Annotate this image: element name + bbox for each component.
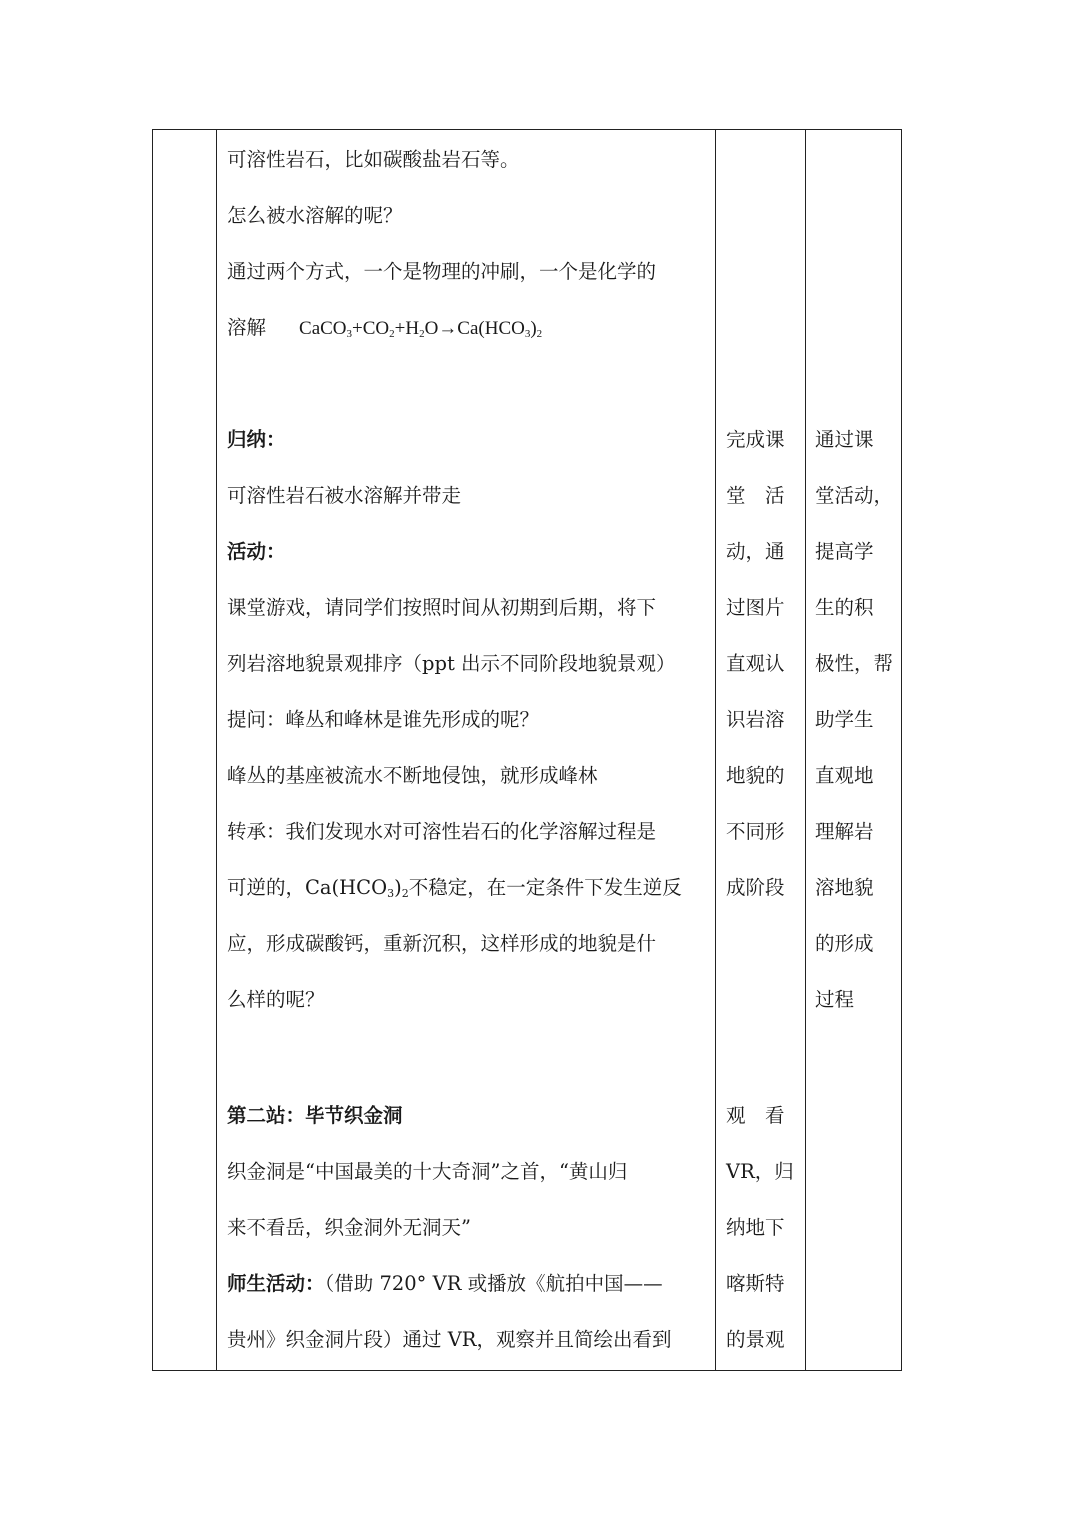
intent-line: 助学生 bbox=[815, 708, 874, 731]
intent-line: 提高学 bbox=[815, 540, 874, 563]
column-divider-1 bbox=[216, 130, 217, 1370]
question-line: 怎么被水溶解的呢？ bbox=[227, 204, 403, 227]
intent-line: 理解岩 bbox=[815, 820, 874, 843]
intent-line: 堂活动， bbox=[815, 484, 894, 507]
transition-line: 么样的呢？ bbox=[227, 988, 325, 1011]
student-line: 纳地下 bbox=[726, 1216, 785, 1239]
student-line: 喀斯特 bbox=[726, 1272, 785, 1295]
student-line: 完成课 bbox=[726, 428, 785, 451]
student-line: 过图片 bbox=[726, 596, 785, 619]
student-line: 成阶段 bbox=[726, 876, 785, 899]
student-line: 堂 活 bbox=[726, 484, 785, 507]
explain-line: 通过两个方式，一个是物理的冲刷，一个是化学的 bbox=[227, 260, 657, 283]
intent-line: 溶地貌 bbox=[815, 876, 874, 899]
student-line: 动，通 bbox=[726, 540, 785, 563]
station2-heading: 第二站：毕节织金洞 bbox=[227, 1104, 403, 1127]
student-line: 不同形 bbox=[726, 820, 785, 843]
intent-line: 的形成 bbox=[815, 932, 874, 955]
teacher-activity-line: 贵州》织金洞片段）通过 VR，观察并且简绘出看到 bbox=[227, 1328, 672, 1351]
transition-line: 应，形成碳酸钙，重新沉积，这样形成的地貌是什 bbox=[227, 932, 657, 955]
activity-line: 列岩溶地貌景观排序（ppt 出示不同阶段地貌景观） bbox=[227, 652, 676, 675]
intent-line: 直观地 bbox=[815, 764, 874, 787]
question2-line: 提问：峰丛和峰林是谁先形成的呢？ bbox=[227, 708, 540, 731]
dissolve-label: 溶解 bbox=[227, 316, 267, 339]
student-line: VR，归 bbox=[726, 1160, 794, 1183]
teacher-activity-line: 师生活动：（借助 720° VR 或播放《航拍中国—— bbox=[227, 1272, 663, 1295]
teacher-heading: 师生活动： bbox=[227, 1272, 325, 1295]
activity-heading: 活动： bbox=[227, 540, 286, 563]
summary-text: 可溶性岩石被水溶解并带走 bbox=[227, 484, 462, 507]
student-line: 的景观 bbox=[726, 1328, 785, 1351]
intent-line: 生的积 bbox=[815, 596, 874, 619]
chemical-formula: $CaCO_3+CO_2+H_2O\to Ca(HCO_3)_2$ bbox=[299, 318, 543, 340]
column-divider-2 bbox=[715, 130, 716, 1370]
answer2-line: 峰丛的基座被流水不断地侵蚀，就形成峰林 bbox=[227, 764, 598, 787]
student-line: 直观认 bbox=[726, 652, 785, 675]
activity-line: 课堂游戏，请同学们按照时间从初期到后期，将下 bbox=[227, 596, 657, 619]
intro-line: 可溶性岩石，比如碳酸盐岩石等。 bbox=[227, 148, 520, 171]
station2-line: 来不看岳，织金洞外无洞天” bbox=[227, 1216, 471, 1239]
student-line: 地貌的 bbox=[726, 764, 785, 787]
intent-line: 通过课 bbox=[815, 428, 874, 451]
station2-line: 织金洞是“中国最美的十大奇洞”之首，“黄山归 bbox=[227, 1160, 628, 1183]
intent-line: 极性，帮 bbox=[815, 652, 894, 675]
transition-line: 可逆的，$Ca(HCO_3)_2$不稳定，在一定条件下发生逆反 bbox=[227, 876, 682, 900]
student-line: 观 看 bbox=[726, 1104, 785, 1127]
intent-line: 过程 bbox=[815, 988, 855, 1011]
summary-heading: 归纳： bbox=[227, 428, 286, 451]
transition-line: 转承：我们发现水对可溶性岩石的化学溶解过程是 bbox=[227, 820, 657, 843]
dissolve-line bbox=[227, 316, 542, 341]
column-divider-3 bbox=[805, 130, 806, 1370]
student-line: 识岩溶 bbox=[726, 708, 785, 731]
